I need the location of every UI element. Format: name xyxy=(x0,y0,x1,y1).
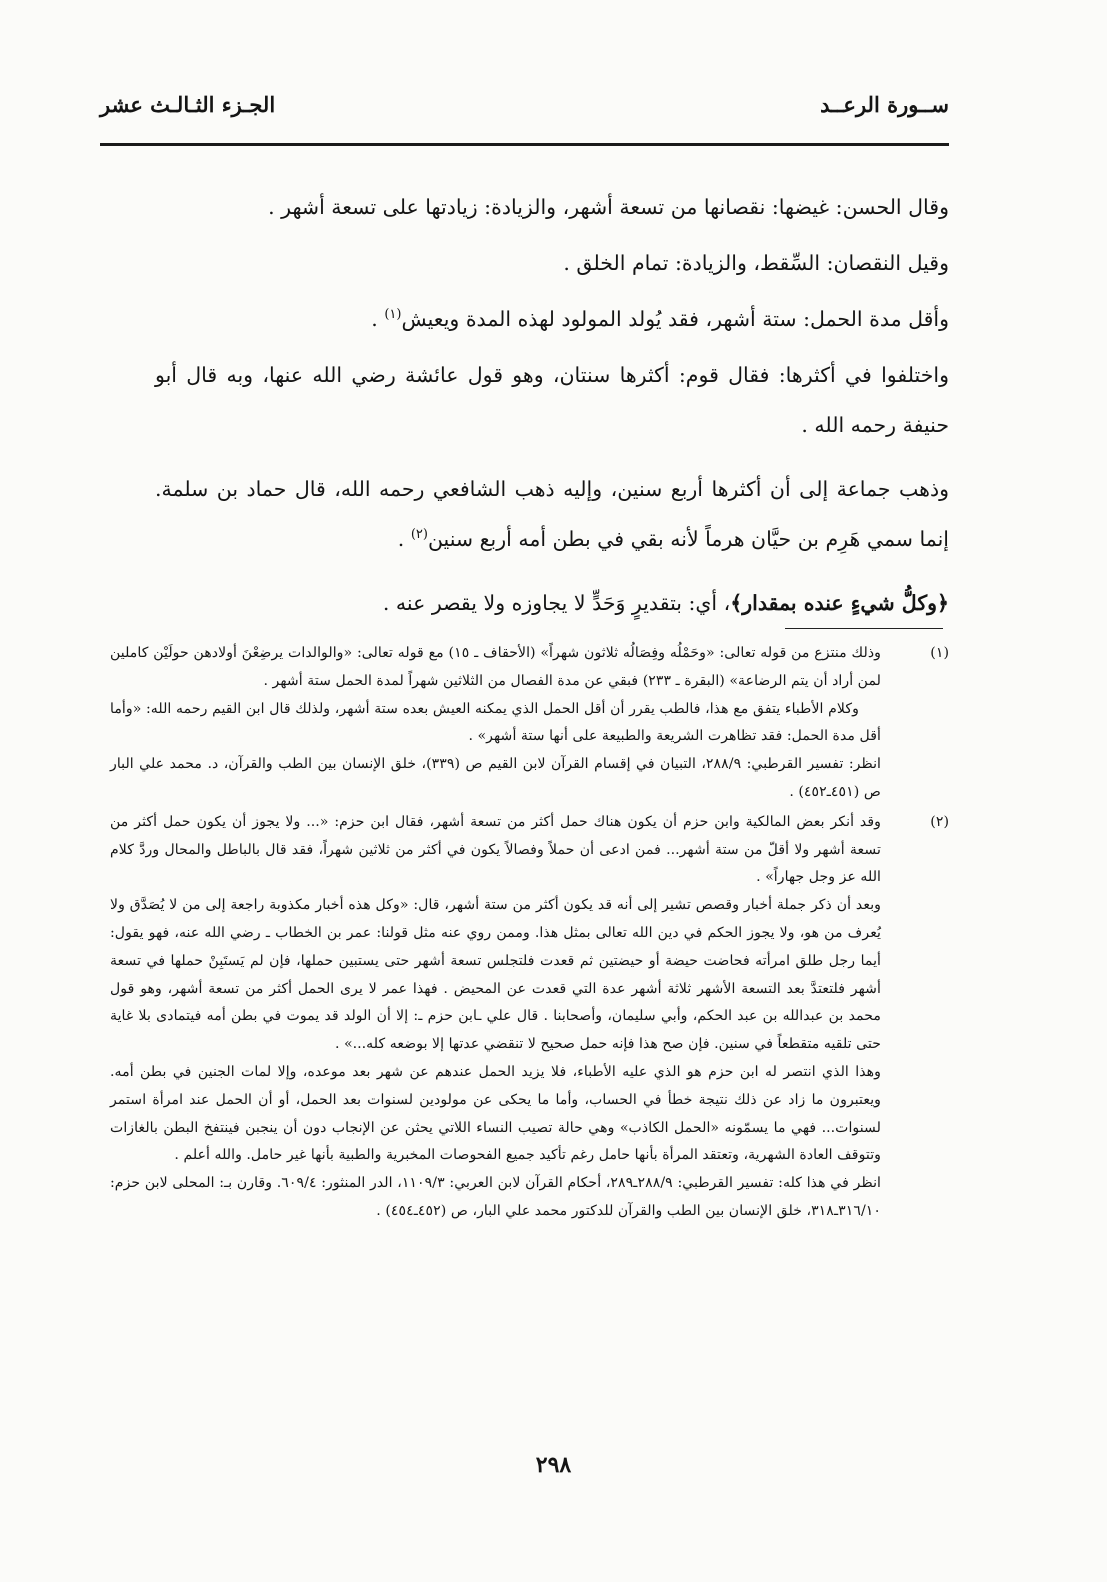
paragraph-nuqsan: وقيل النقصان: السِّقط، والزيادة: تمام الخلق . xyxy=(563,251,949,275)
footnote-1 xyxy=(110,640,949,807)
running-header xyxy=(100,92,949,117)
footnote-rule xyxy=(785,628,943,629)
footnote-paragraph: وذلك منتزع من قوله تعالى: «وحَمْلُه وفِصَالُه ثلاثون شهراً» (الأحقاف ـ ١٥) مع قوله تعالى: «والوالدات يرضِعْنَ أولادهن حولَيْن كاملين لمن أراد أن يتم الرضاعة» (البقرة ـ ٢٣٣) فبقي عن مدة الفصال من الثلاثين شهراً لمدة الحمل ستة أشهر . xyxy=(110,645,881,689)
footnote-paragraph: وهذا الذي انتصر له ابن حزم هو الذي عليه الأطباء، فلا يزيد الحمل عندهم عن شهر بعد موعده، وإلا لمات الجنين في بطن أمه. ويعتبرون ما زاد عن ذلك نتيجة خطأ في الحساب، وأما ما يحكى عن مولودين لسنوات بعد الحمل، أو أن الحمل عند امرأة استمر لسنوات... فهي ما يسمّونه «الحمل الكاذب» وهي حالة تصيب النساء اللاتي يحثن عن الإنجاب دون أن ينجبن فينتفخ البطن بالغازات وتتوقف العادة الشهرية، وتعتقد المرأة بأنها حامل رغم تأكيد جميع الفحوصات المخبرية والطبية بأنها غير حامل. والله أعلم . xyxy=(110,1063,881,1164)
paragraph-end: . xyxy=(371,307,385,331)
paragraph-min-pregnancy xyxy=(155,294,949,344)
surah-title: ســورة الرعــد xyxy=(820,92,949,117)
page-number: ٢٩٨ xyxy=(535,1452,572,1478)
main-text xyxy=(155,182,949,634)
paragraph-end: . xyxy=(397,527,411,551)
verse-explanation: ، أي: بتقديرٍ وَحَدٍّ لا يجاوزه ولا يقصر عنه . xyxy=(382,591,731,615)
footnote-paragraph: وكلام الأطباء يتفق مع هذا، فالطب يقرر أن أقل الحمل الذي يمكنه العيش بعده ستة أشهر، ولذلك قال ابن القيم رحمه الله: «وأما أقل مدة الحمل: فقد تظاهرت الشريعة والطبيعة على أنها ستة أشهر» . xyxy=(110,700,881,745)
footnote-reference: انظر في هذا كله: تفسير القرطبي: ٢٨٨/٩ـ٢٨٩، أحكام القرآن لابن العربي: ١١٠٩/٣، الدر المنثور: ٦٠٩/٤. وقارن بـ: المحلى لابن حزم: ٣١٦/١٠ـ٣١٨، خلق الإنسان بين الطب والقرآن للدكتور محمد علي البار، ص (٤٥٢ـ٤٥٤) . xyxy=(110,1175,881,1219)
part-title: الجـزء الثـالـث عشر xyxy=(100,92,276,117)
paragraph-verse xyxy=(155,578,949,628)
footnote-paragraph: وبعد أن ذكر جملة أخبار وقصص تشير إلى أنه قد يكون أكثر من ستة أشهر، قال: «وكل هذه أخبار مكذوبة راجعة إلى من لا يُصَدَّق ولا يُعرف من هو، ولا يجوز الحكم في دين الله تعالى بمثل هذا. وممن روي عنه مثل قولنا: عمر بن الخطاب ـ رضي الله عنه، فهو يقول: أيما رجل طلق امرأته فحاضت حيضة أو حيضتين ثم قعدت فلتجلس تسعة أشهر حتى يستبين حملها، فإن لم يَستَبِنْ حملها في تسعة أشهر فلتعتدَّ بعد التسعة الأشهر ثلاثة أشهر عدة التي قعدت عن المحيض . فهذا عمر لا يرى الحمل أكثر من تسعة أشهر، وهو قول محمد بن عبدالله بن عبد الحكم، وأبي سليمان، وأصحابنا . قال علي ـابن حزم ـ: إلا أن الولد قد يموت في بطن أمه فيتمادى بلا غاية حتى تلقيه متقطعاً في سنين. فإن صح هذا فإنه حمل صحيح لا تنقضي عدتها إلا بوضعه كله...» . xyxy=(110,897,881,1053)
paragraph-max-pregnancy: واختلفوا في أكثرها: فقال قوم: أكثرها سنتان، وهو قول عائشة رضي الله عنها، وبه قال أبو حنيفة رحمه الله . xyxy=(155,363,949,437)
header-rule xyxy=(100,143,949,146)
footnote-reference: انظر: تفسير القرطبي: ٢٨٨/٩، التبيان في إقسام القرآن لابن القيم ص (٣٣٩)، خلق الإنسان بين الطب والقرآن، د. محمد علي البار ص (٤٥١ـ٤٥٢) . xyxy=(110,756,881,800)
paragraph-shafii xyxy=(155,464,949,564)
footnote-ref-2: (٢) xyxy=(410,527,428,543)
footnote-2 xyxy=(110,809,949,1226)
paragraph-text: وأقل مدة الحمل: ستة أشهر، فقد يُولد المولود لهذه المدة ويعيش xyxy=(401,307,949,331)
quran-verse: ﴿وكلُّ شيءٍ عنده بمقدار﴾ xyxy=(730,591,949,615)
footnote-number: (٢) xyxy=(930,813,949,830)
footnote-paragraph: وقد أنكر بعض المالكية وابن حزم أن يكون هناك حمل أكثر من تسعة أشهر، فقال ابن حزم: «... ولا يجوز أن يكون حمل أكثر من تسعة أشهر ولا أقلّ من ستة أشهر... فمن ادعى أن حملاً وفصالاً يكون في أكثر من ثلاثين شهراً، فقد قال بالباطل والمحال وردَّ كلام الله عز وجل جهاراً» . xyxy=(110,813,881,886)
paragraph-text: وذهب جماعة إلى أن أكثرها أربع سنين، وإليه ذهب الشافعي رحمه الله، قال حماد بن سلمة. إنما سمي هَرِم بن حيَّان هرماً لأنه بقي في بطن أمه أربع سنين xyxy=(155,477,949,551)
footnote-number: (١) xyxy=(930,645,949,661)
footnote-ref-1: (١) xyxy=(384,307,402,323)
footnotes xyxy=(110,640,949,1226)
paragraph-hasan: وقال الحسن: غيضها: نقصانها من تسعة أشهر، والزيادة: زيادتها على تسعة أشهر . xyxy=(268,195,949,219)
